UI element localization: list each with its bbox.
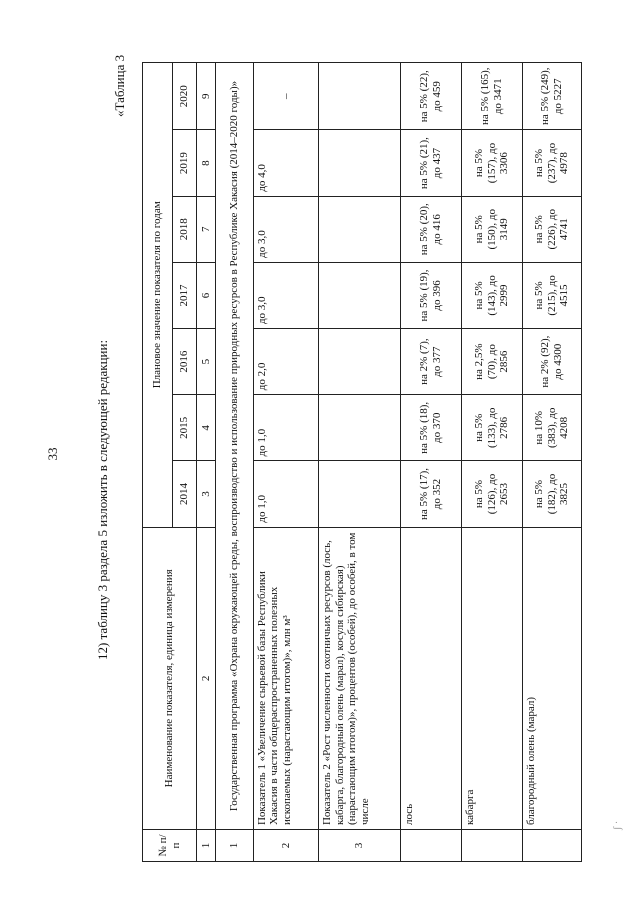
value-cell (318, 63, 400, 130)
table-row (253, 63, 318, 862)
value-cell (318, 395, 400, 461)
value-cell: на 5% (22), до 459 (401, 63, 462, 130)
value-cell: на 2% (92), до 4300 (523, 329, 582, 395)
value-cell: до 2,0 (253, 329, 318, 395)
signature-mark: ʃ · (612, 820, 623, 830)
value-cell: на 5% (150), до 3149 (462, 196, 523, 262)
index-cell: 3 (197, 461, 216, 527)
table-caption: «Таблица 3 (112, 54, 127, 117)
row-num (401, 830, 462, 862)
value-cell: до 1,0 (253, 395, 318, 461)
value-cell: на 5% (143), до 2999 (462, 262, 523, 328)
intro-text: 12) таблицу 3 раздела 5 изложить в следующей редакции: (95, 339, 110, 660)
header-year: 2014 (173, 461, 197, 527)
header-name: Наименование показателя, единица измерения (143, 527, 197, 829)
index-cell: 6 (197, 262, 216, 328)
value-cell: до 3,0 (253, 262, 318, 328)
value-cell: на 5% (133), до 2786 (462, 395, 523, 461)
program-num: 1 (215, 830, 253, 862)
index-cell: 4 (197, 395, 216, 461)
value-cell (318, 461, 400, 527)
row-num (462, 830, 523, 862)
row-num: 2 (253, 830, 318, 862)
row-name: лось (401, 527, 462, 829)
value-cell (318, 130, 400, 196)
value-cell: до 3,0 (253, 196, 318, 262)
program-title: Государственная программа «Охрана окружающей среды, воспроизводство и использование природных ресурсов в Республике Хакасия (2014–2020 годы)» (215, 63, 253, 830)
row-name: благородный олень (марал) (523, 527, 582, 829)
index-cell: 2 (197, 527, 216, 829)
index-cell: 5 (197, 329, 216, 395)
header-plan-group: Плановое значение показателя по годам (143, 63, 173, 528)
header-year: 2020 (173, 63, 197, 130)
value-cell: на 10% (383), до 4208 (523, 395, 582, 461)
table-row (523, 63, 582, 862)
indicators-table-wrapper (142, 62, 582, 862)
value-cell: на 5% (215), до 4515 (523, 262, 582, 328)
index-cell: 9 (197, 63, 216, 130)
value-cell: до 4,0 (253, 130, 318, 196)
value-cell: на 2,5% (70), до 2856 (462, 329, 523, 395)
row-name: Показатель 1 «Увеличение сырьевой базы Республики Хакасия в части общераспространенных полезных ископаемых (нарастающим итогом)», млн м³ (253, 527, 318, 829)
value-cell: на 5% (126), до 2653 (462, 461, 523, 527)
value-cell: на 5% (20), до 416 (401, 196, 462, 262)
index-cell: 8 (197, 130, 216, 196)
header-year: 2017 (173, 262, 197, 328)
header-year: 2018 (173, 196, 197, 262)
value-cell: на 5% (157), до 3306 (462, 130, 523, 196)
row-num: 3 (318, 830, 400, 862)
index-cell: 1 (197, 830, 216, 862)
row-name: Показатель 2 «Рост численности охотничьих ресурсов (лось, кабарга, благородный олень (марал), косуля сибирская) (нарастающим итогом)», процентов (особей), до особей, в том числе (318, 527, 400, 829)
value-cell (318, 329, 400, 395)
value-cell (318, 262, 400, 328)
table-row (401, 63, 462, 862)
value-cell: на 2% (7), до 377 (401, 329, 462, 395)
header-year: 2019 (173, 130, 197, 196)
value-cell: на 5% (19), до 396 (401, 262, 462, 328)
value-cell: на 5% (18), до 370 (401, 395, 462, 461)
header-year: 2015 (173, 395, 197, 461)
column-index-row (197, 63, 216, 862)
index-cell: 7 (197, 196, 216, 262)
table-row (462, 63, 523, 862)
header-year: 2016 (173, 329, 197, 395)
header-num: № п/п (143, 830, 197, 862)
value-cell: на 5% (249), до 5227 (523, 63, 582, 130)
row-name: кабарга (462, 527, 523, 829)
value-cell: на 5% (21), до 437 (401, 130, 462, 196)
value-cell: на 5% (17), до 352 (401, 461, 462, 527)
indicators-table (142, 62, 582, 862)
value-cell: на 5% (237), до 4978 (523, 130, 582, 196)
value-cell: до 1,0 (253, 461, 318, 527)
table-row (318, 63, 400, 862)
row-num (523, 830, 582, 862)
page-number: 33 (45, 447, 60, 461)
value-cell: на 5% (182), до 3825 (523, 461, 582, 527)
value-cell: на 5% (165), до 3471 (462, 63, 523, 130)
value-cell: – (253, 63, 318, 130)
program-row (215, 63, 253, 862)
value-cell (318, 196, 400, 262)
value-cell: на 5% (226), до 4741 (523, 196, 582, 262)
